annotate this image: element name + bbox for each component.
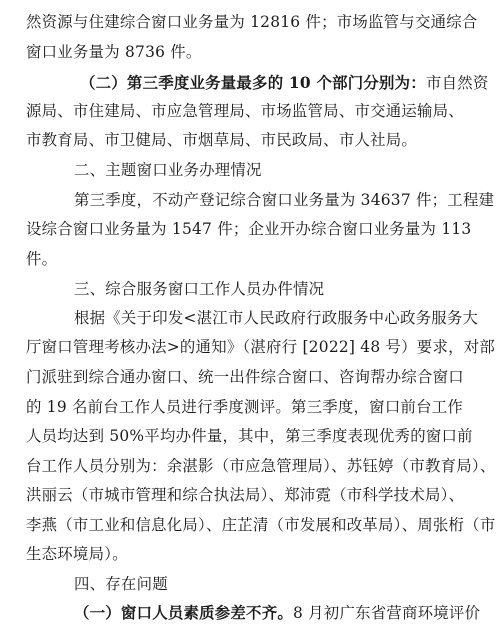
paragraph-line: 根据《关于印发<湛江市人民政府行政服务中心政务服务大: [74, 309, 479, 327]
subsection-heading: （二）第三季度业务量最多的 10 个部门分别为：: [80, 74, 426, 92]
paragraph-line: 的 19 名前台工作人员进行季度测评。第三季度，窗口前台工作: [26, 398, 464, 416]
paragraph-line: 洪丽云（市城市管理和综合执法局）、郑沛霓（市科学技术局）、: [26, 486, 465, 504]
paragraph-line: 厅窗口管理考核办法>的通知》（湛府行 [2022] 48 号）要求，对部: [26, 338, 496, 356]
paragraph-line: 源局、市住建局、市应急管理局、市场监管局、市交通运输局、: [26, 102, 464, 120]
paragraph-line: 台工作人员分别为：余湛影（市应急管理局）、苏钰婷（市教育局）、: [26, 457, 496, 475]
paragraph-line: 窗口业务量为 8736 件。: [26, 43, 202, 61]
paragraph-line: 门派驻到综合通办窗口、统一出件综合窗口、咨询帮办综合窗口: [26, 368, 464, 386]
paragraph-text: 8 月初广东省营商环境评价: [292, 604, 481, 622]
subsection-heading: （一）窗口人员素质参差不齐。: [74, 604, 293, 622]
paragraph-line: 生态环境局）。: [26, 545, 128, 563]
subsection-heading-line: [74, 603, 481, 623]
paragraph-line: 设综合窗口业务量为 1547 件；企业开办综合窗口业务量为 113: [26, 220, 472, 238]
section-heading: 四、存在问题: [74, 575, 168, 593]
section-heading: 三、综合服务窗口工作人员办件情况: [74, 280, 325, 298]
paragraph-line: 人员均达到 50%平均办件量，其中，第三季度表现优秀的窗口前: [26, 427, 473, 445]
paragraph-text: 市自然资: [425, 74, 489, 92]
paragraph-line: 件。: [26, 250, 58, 268]
section-heading: 二、主题窗口业务办理情况: [74, 161, 262, 179]
paragraph-line: 第三季度，不动产登记综合窗口业务量为 34637 件；工程建: [74, 191, 495, 209]
paragraph-line: 李燕（市工业和信息化局）、庄芷清（市发展和改革局）、周张桁（市: [26, 516, 496, 534]
paragraph-line: 市教育局、市卫健局、市烟草局、市民政局、市人社局。: [26, 131, 418, 149]
subsection-heading-line: [80, 73, 489, 93]
paragraph-line: 然资源与住建综合窗口业务量为 12816 件；市场监管与交通综合: [26, 13, 478, 31]
